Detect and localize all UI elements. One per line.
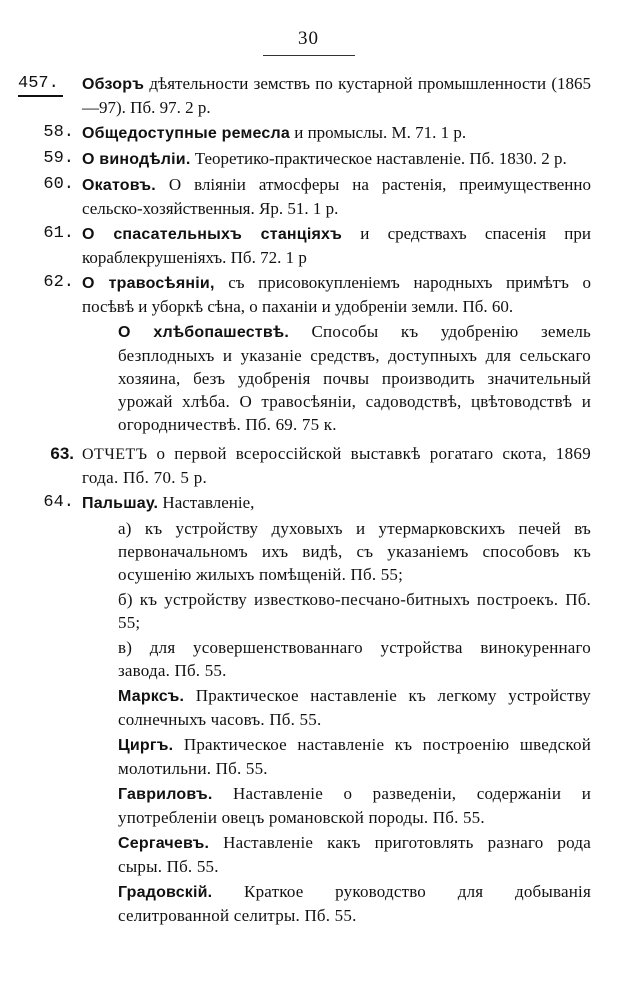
catalog-entry — [0, 491, 617, 515]
catalog-subentry — [118, 320, 591, 436]
entry-heading: Циргъ. — [118, 737, 174, 754]
entry-heading: Марксъ. — [118, 688, 185, 705]
catalog-entry — [0, 222, 617, 269]
catalog-subentry — [118, 880, 591, 927]
entry-text: а) къ устройству духовыхъ и утермарковскихъ печей въ первоначальномъ ихъ видѣ, съ указаніемъ способовъ къ осушенію жилыхъ помѣщеній. Пб. 55; — [118, 519, 591, 584]
entry-text: в) для усовершенствованнаго устройства винокуреннаго завода. Пб. 55. — [118, 638, 591, 680]
entry-text: и средствахъ спасенія при кораблекрушеніяхъ. Пб. 72. 1 р — [82, 224, 592, 267]
entry-heading: О хлѣбопашествѣ. — [118, 324, 289, 341]
entry-text: Практическое наставленіе къ построенію шведской молотильни. Пб. 55. — [118, 735, 591, 778]
catalog-subentry — [118, 684, 591, 731]
catalog-entry — [0, 121, 617, 145]
entry-text: Наставленіе о разведеніи, содержаніи и употребленіи овецъ романовской породы. Пб. 55. — [118, 784, 591, 827]
catalog-entry — [0, 173, 617, 220]
catalog-subentry — [118, 733, 591, 780]
entry-number: 61. — [43, 224, 74, 243]
entry-heading: О винодѣліи. — [82, 151, 191, 168]
entry-heading: Окатовъ. — [82, 177, 156, 194]
catalog-entry — [0, 442, 617, 489]
catalog-subentry — [118, 782, 591, 829]
entry-heading: О спасательныхъ станціяхъ — [82, 226, 342, 243]
entry-number: 59. — [43, 149, 74, 168]
entry-number: 58. — [43, 123, 74, 142]
entry-number: 60. — [43, 175, 74, 194]
entry-text: Наставленіе, — [158, 493, 255, 512]
entry-heading: Обзоръ — [82, 76, 145, 93]
entry-heading: Градовскій. — [118, 884, 213, 901]
entry-number: 62. — [43, 273, 74, 292]
catalog-subentry — [118, 831, 591, 878]
entry-text: о первой всероссійской выставкѣ рогатаго скота, 1869 года. Пб. 70. 5 р. — [82, 444, 591, 487]
entry-number: 457. — [18, 72, 63, 97]
entry-text: О вліяніи атмосферы на растенія, преимущественно сельско-хозяйственныя. Яр. 51. 1 р. — [82, 175, 591, 218]
entry-text: и промыслы. М. 71. 1 р. — [289, 123, 467, 142]
page-number: 30 — [298, 28, 319, 49]
entry-text: Теоретико-практическое наставленіе. Пб. 1830. 2 р. — [190, 149, 567, 168]
entry-text: Наставленіе какъ приготовлять разнаго рода сыры. Пб. 55. — [118, 833, 591, 876]
entry-text: дѣятельности земствъ по кустарной промышленности (1865—97). Пб. 97. 2 р. — [82, 74, 591, 117]
list-item — [118, 636, 591, 682]
entry-text: съ присовокупленіемъ народныхъ примѣтъ о посѣвѣ и уборкѣ сѣна, о паханіи и удобреніи земли. Пб. 60. — [82, 273, 591, 316]
entry-heading: Пальшау. — [82, 495, 159, 512]
catalog-entry — [0, 271, 617, 318]
entry-heading: Общедоступные ремесла — [82, 125, 290, 142]
entry-text: Практическое наставленіе къ легкому устройству солнечныхъ часовъ. Пб. 55. — [118, 686, 591, 729]
entry-heading: Гавриловъ. — [118, 786, 213, 803]
list-item — [118, 517, 591, 586]
list-item — [118, 588, 591, 634]
entry-text: Краткое руководство для добыванія селитрованной селитры. Пб. 55. — [118, 882, 591, 925]
entry-heading: Сергачевъ. — [118, 835, 210, 852]
entry-text: Способы къ удобренію земель безплодныхъ и указаніе средствъ, доступныхъ для сельскаго хозяина, безъ удобренія почвы производить значительный урожай хлѣба. О травосѣяніи, садоводствѣ, цвѣтоводствѣ и огородничествѣ. Пб. 69. 75 к. — [118, 322, 591, 434]
catalog-entry — [0, 72, 617, 119]
catalog-entries — [0, 72, 617, 929]
entry-heading: О травосѣяніи, — [82, 275, 215, 292]
entry-heading: ОТЧЕТЪ — [82, 446, 148, 463]
catalog-entry — [0, 147, 617, 171]
entry-number: 64. — [43, 493, 74, 512]
entry-number: 63. — [50, 444, 74, 463]
entry-text: б) къ устройству известково-песчано-битныхъ построекъ. Пб. 55; — [118, 590, 591, 632]
header-rule — [263, 55, 355, 56]
